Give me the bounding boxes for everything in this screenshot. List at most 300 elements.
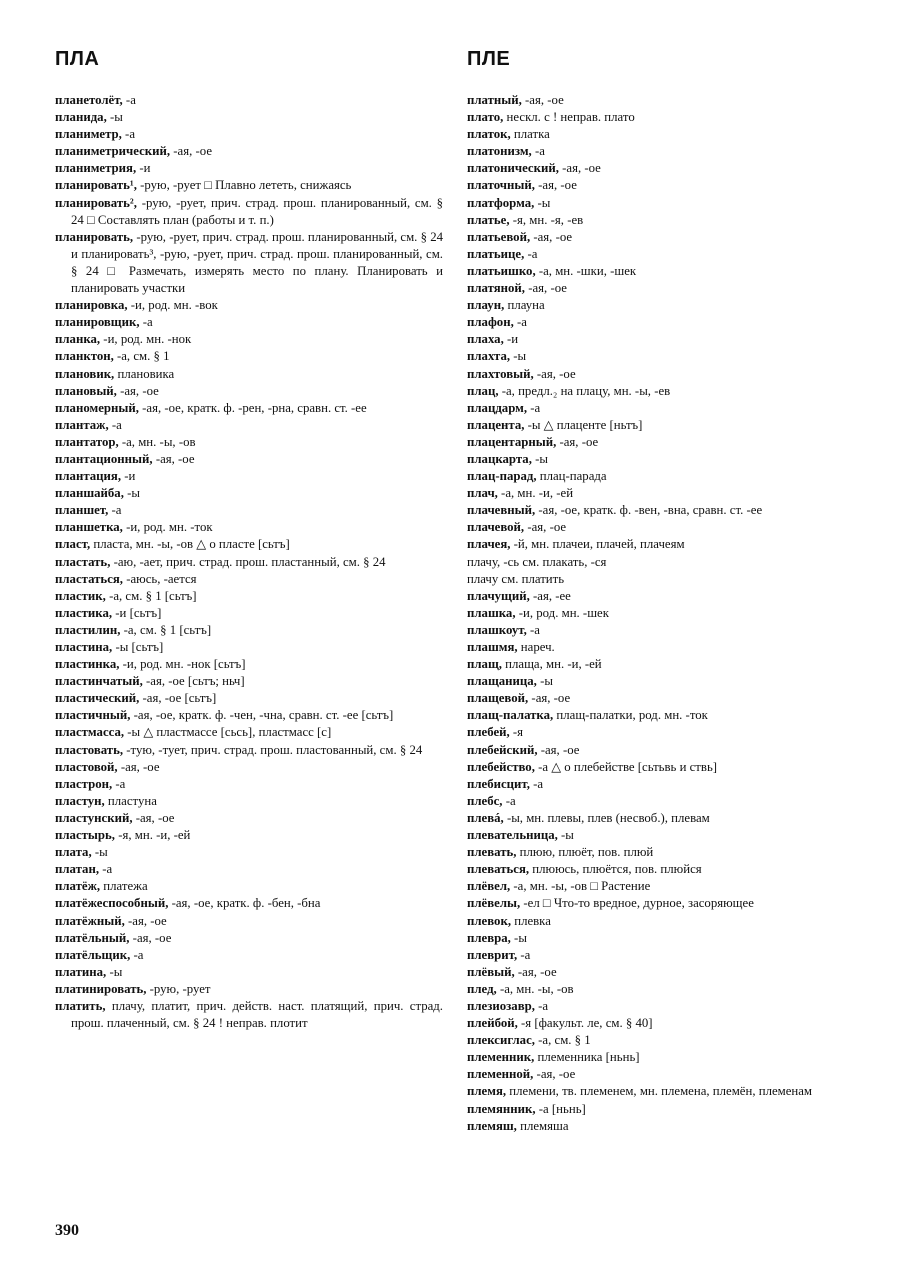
dictionary-entry — [467, 195, 855, 212]
dictionary-entry — [55, 964, 443, 981]
entry-body: -ая, -ее — [529, 588, 571, 603]
entry-body: -рую, -рует — [146, 981, 211, 996]
entry-headword: платёльщик, — [55, 947, 131, 962]
dictionary-entry — [467, 742, 855, 759]
dictionary-entry — [467, 622, 855, 639]
dictionary-entry — [467, 434, 855, 451]
entry-body: -и — [121, 469, 136, 484]
dictionary-entry — [55, 998, 443, 1032]
dictionary-entry — [467, 827, 855, 844]
entry-headword: платок, — [467, 127, 511, 142]
entry-headword: пластический, — [55, 691, 140, 706]
entry-headword: плексиглас, — [467, 1033, 535, 1048]
dictionary-entry — [55, 451, 443, 468]
dictionary-entry — [467, 998, 855, 1015]
dictionary-entry — [467, 331, 855, 348]
dictionary-entry — [55, 468, 443, 485]
entry-body: -и — [503, 332, 519, 347]
entry-headword: плахта, — [467, 349, 511, 364]
entry-headword: племенник, — [467, 1050, 535, 1065]
entry-body: -ая, -ое — [170, 144, 213, 159]
entry-headword: плач, — [467, 486, 498, 501]
entry-body: племени, тв. племенем, мн. племена, племён, племенам — [506, 1084, 813, 1099]
entry-body: -а △ о плебействе [сьтьвь и ствь] — [534, 759, 718, 774]
entry-body: -ая, -ое, кратк. ф. -рен, -рна, сравн. ст. -ее — [138, 400, 367, 415]
dictionary-entry — [467, 468, 855, 485]
entry-body: -ая, -ое, кратк. ф. -вен, -вна, сравн. ст. -ее — [535, 503, 763, 518]
entry-headword: платье, — [467, 212, 510, 227]
entry-headword: плачея, — [467, 537, 511, 552]
entry-body: -а, мн. -ы, -ов — [118, 434, 196, 449]
dictionary-entry — [467, 519, 855, 536]
entry-body: нареч. — [517, 640, 555, 654]
dictionary-entry — [467, 297, 855, 314]
dictionary-entry — [467, 690, 855, 707]
dictionary-entry — [467, 1066, 855, 1083]
entry-body: -и, род. мн. -нок — [100, 332, 192, 347]
entry-body: -ы — [510, 930, 527, 945]
dictionary-entry — [55, 143, 443, 160]
entry-headword: платан, — [55, 862, 100, 877]
entry-headword: пластичный, — [55, 708, 131, 723]
dictionary-entry — [55, 622, 443, 639]
entry-body: -и, род. мн. -вок — [127, 298, 218, 313]
entry-headword: плафон, — [467, 315, 514, 330]
dictionary-entry — [467, 246, 855, 263]
entry-body: -ы — [534, 195, 551, 210]
dictionary-entry — [467, 759, 855, 776]
entry-headword: плёвел, — [467, 879, 511, 894]
entry-body: -и, род. мн. -нок [сьтъ] — [119, 657, 246, 672]
entry-body: -ая, -ое — [116, 383, 159, 398]
entry-headword: пластовать, — [55, 742, 124, 757]
dictionary-entry — [55, 195, 443, 229]
dictionary-entry — [467, 366, 855, 383]
dictionary-entry — [467, 673, 855, 690]
entry-headword: плевательница, — [467, 828, 558, 843]
entry-headword: плата, — [55, 845, 92, 860]
entry-headword: плевá, — [467, 810, 504, 825]
entry-body: -а — [517, 947, 531, 962]
dictionary-entry — [55, 878, 443, 895]
entry-body: -а, мн. -ы, -ов — [496, 981, 574, 996]
entry-body: -ая, -ое — [534, 178, 577, 193]
entry-body: -ая, -ое — [537, 742, 580, 757]
entry-body: -ы, мн. плевы, плев (несвоб.), плевам — [503, 810, 710, 825]
entry-headword: планка, — [55, 332, 101, 347]
entry-body: -а — [524, 246, 538, 261]
dictionary-entry — [55, 519, 443, 536]
entry-headword: плантационный, — [55, 451, 153, 466]
entry-headword: плантация, — [55, 469, 122, 484]
entry-headword: платинировать, — [55, 981, 147, 996]
dictionary-entry — [467, 400, 855, 417]
entry-headword: плахтовый, — [467, 366, 534, 381]
dictionary-entry — [467, 92, 855, 109]
dictionary-entry — [467, 177, 855, 194]
entry-body: -ая, -ое — [533, 366, 576, 381]
entry-headword: пластрон, — [55, 776, 113, 791]
dictionary-entry — [55, 331, 443, 348]
entry-body: плачу, -сь см. плакать, -ся — [467, 554, 607, 569]
entry-body: плауна — [504, 298, 545, 313]
entry-body: -я, мн. -я, -ев — [509, 212, 584, 227]
entry-headword: планировать¹, — [55, 178, 137, 193]
entry-body: плаща, мн. -и, -ей — [501, 657, 602, 672]
dictionary-entry — [55, 177, 443, 194]
dictionary-entry — [55, 707, 443, 724]
entry-headword: платёжеспособный, — [55, 896, 169, 911]
entry-headword: плаун, — [467, 298, 505, 313]
dictionary-entry — [467, 554, 855, 571]
entry-headword: пластина, — [55, 640, 113, 654]
dictionary-entry — [467, 314, 855, 331]
dictionary-entry — [55, 314, 443, 331]
entry-body: племенника [ньнь] — [534, 1050, 640, 1065]
entry-headword: плевра, — [467, 930, 511, 945]
dictionary-entry — [467, 588, 855, 605]
entry-body: -а, см. § 1 [сьтъ] — [120, 622, 212, 637]
entry-body: -ая, -ое — [558, 161, 601, 176]
entry-headword: планшайба, — [55, 486, 124, 501]
entry-headword: плевок, — [467, 913, 512, 928]
dictionary-entry — [55, 126, 443, 143]
dictionary-entry — [55, 656, 443, 673]
entry-body: -а — [534, 998, 549, 1013]
entry-headword: плачущий, — [467, 588, 530, 603]
dictionary-entry — [467, 571, 855, 588]
entry-body: -а, см. § 1 — [113, 349, 170, 364]
entry-headword: пластинка, — [55, 657, 120, 672]
dictionary-entry — [467, 810, 855, 827]
dictionary-entry — [55, 160, 443, 177]
entry-headword: пластун, — [55, 793, 105, 808]
entry-body: -ая, -ое — [528, 691, 571, 706]
entry-headword: плеврит, — [467, 947, 518, 962]
entry-body: -ая, -ое — [530, 229, 573, 244]
running-head-right: ПЛЕ — [467, 48, 511, 70]
entry-headword: платяной, — [467, 281, 526, 296]
entry-body: -а — [526, 622, 540, 637]
entry-body: -ая, -ое — [556, 434, 599, 449]
entry-body: -й, мн. плачеи, плачей, плачеям — [510, 537, 685, 552]
entry-body: -а — [527, 400, 541, 415]
entry-body: плачу, платит, прич. действ. наст. платящий, прич. страд. прош. плаченный, см. § 24 ! неправ. плотит — [71, 998, 443, 1031]
entry-body: -ы △ плаценте [ньтъ] — [524, 417, 643, 432]
dictionary-entry — [467, 1049, 855, 1066]
entry-headword: пластырь, — [55, 828, 115, 843]
dictionary-entry — [467, 536, 855, 553]
dictionary-entry — [55, 827, 443, 844]
entry-body: -ы — [106, 964, 123, 979]
dictionary-entry — [467, 451, 855, 468]
entry-headword: платьице, — [467, 246, 525, 261]
entry-body: -а — [99, 862, 113, 877]
entry-headword: планетолёт, — [55, 93, 123, 107]
entry-headword: планиметрический, — [55, 144, 171, 159]
entry-body: -а, мн. -и, -ей — [497, 486, 574, 501]
entry-body: плевка — [511, 913, 551, 928]
entry-body: -ая, -ое — [117, 759, 160, 774]
entry-headword: племянник, — [467, 1101, 536, 1116]
dictionary-entry — [55, 297, 443, 314]
dictionary-entry — [55, 673, 443, 690]
dictionary-entry — [467, 126, 855, 143]
entry-headword: платформа, — [467, 195, 535, 210]
entry-body: -тую, -тует, прич. страд. прош. пластованный, см. § 24 — [123, 742, 423, 757]
entry-body: -рую, -рует, прич. страд. прош. планированный, см. § 24 и планировать³, -рую, -рует, прич. страд. прош. планированный, см. § 24 □ Размечать, измерять место по плану. Планировать и планировать участки — [71, 229, 443, 296]
entry-body: племяша — [516, 1118, 569, 1133]
entry-headword: плевать, — [467, 845, 517, 860]
dictionary-entry — [467, 964, 855, 981]
entry-headword: плащаница, — [467, 674, 537, 689]
dictionary-entry — [55, 348, 443, 365]
dictionary-entry — [467, 485, 855, 502]
entry-headword: плащ, — [467, 657, 502, 672]
dictionary-entry — [467, 707, 855, 724]
entry-body: -аю, -ает, прич. страд. прош. пластанный, см. § 24 — [110, 554, 386, 569]
entry-body: -ая, -ое — [129, 930, 172, 945]
dictionary-entry — [467, 1015, 855, 1032]
entry-body: -ы — [557, 828, 574, 843]
entry-body: -ая, -ое [сьтъ; ньч] — [142, 674, 245, 689]
entry-body: -ая, -ое — [132, 810, 175, 825]
dictionary-entry — [467, 229, 855, 246]
dictionary-entry — [467, 109, 855, 126]
entry-headword: плацкарта, — [467, 451, 532, 466]
entry-body: -а — [139, 315, 153, 330]
dictionary-entry — [467, 724, 855, 741]
entry-headword: планшетка, — [55, 520, 123, 535]
dictionary-entry — [55, 400, 443, 417]
entry-headword: плаха, — [467, 332, 504, 347]
dictionary-entry — [467, 348, 855, 365]
dictionary-entry — [55, 895, 443, 912]
entry-headword: плашмя, — [467, 640, 518, 654]
dictionary-entry — [55, 844, 443, 861]
dictionary-entry — [55, 930, 443, 947]
entry-body: платежа — [100, 879, 148, 894]
dictionary-entry — [55, 554, 443, 571]
entry-body: платка — [510, 127, 550, 142]
entry-body: -а — [529, 776, 544, 791]
dictionary-entry — [467, 639, 855, 656]
dictionary-entry — [55, 913, 443, 930]
left-column — [55, 92, 443, 1032]
dictionary-entry — [467, 1083, 855, 1100]
entry-body: нескл. с ! неправ. плато — [503, 110, 635, 125]
dictionary-entry — [467, 263, 855, 280]
dictionary-entry — [55, 947, 443, 964]
entry-body: -а — [108, 503, 122, 518]
dictionary-entry — [55, 810, 443, 827]
entry-headword: планировать, — [55, 229, 134, 244]
entry-headword: плато, — [467, 110, 504, 125]
entry-headword: плебейство, — [467, 759, 535, 774]
entry-body: -и — [136, 161, 151, 176]
entry-headword: плёвелы, — [467, 896, 521, 911]
entry-body: -ая, -ое — [521, 93, 564, 107]
entry-headword: пластилин, — [55, 622, 121, 637]
entry-body: -ая, -ое — [124, 913, 167, 928]
dictionary-entry — [55, 109, 443, 126]
entry-body: -рую, -рует □ Плавно лететь, снижаясь — [136, 178, 352, 193]
dictionary-entry — [55, 742, 443, 759]
entry-body: плановика — [114, 366, 175, 381]
entry-body: -ая, -ое — [525, 281, 567, 296]
dictionary-entry — [55, 759, 443, 776]
entry-headword: пластать, — [55, 554, 111, 569]
entry-body: пластуна — [104, 793, 157, 808]
entry-body: -я [факульт. ле, см. § 40] — [517, 1016, 653, 1031]
dictionary-entry — [467, 280, 855, 297]
entry-headword: пластунский, — [55, 810, 133, 825]
dictionary-entry — [467, 1118, 855, 1135]
entry-body: -рую, -рует, прич. страд. прош. планированный, см. § 24 □ Составлять план (работы и т. п.) — [71, 195, 443, 227]
entry-headword: плейбой, — [467, 1016, 518, 1031]
entry-headword: племя, — [467, 1084, 507, 1099]
entry-body: -ы △ пластмассе [сьсь], пластмасс [с] — [124, 725, 332, 740]
entry-headword: плёвый, — [467, 964, 515, 979]
entry-headword: плеваться, — [467, 862, 530, 877]
entry-headword: платонический, — [467, 161, 559, 176]
entry-headword: плантатор, — [55, 434, 119, 449]
dictionary-entry — [467, 656, 855, 673]
entry-headword: планида, — [55, 110, 107, 125]
dictionary-entry — [55, 92, 443, 109]
entry-headword: пластинчатый, — [55, 674, 143, 689]
entry-headword: платный, — [467, 93, 522, 107]
dictionary-entry — [55, 690, 443, 707]
entry-headword: пластаться, — [55, 571, 123, 586]
entry-headword: плацента, — [467, 417, 525, 432]
entry-body: -ы — [536, 674, 553, 689]
entry-body: -ел □ Что-то вредное, дурное, засоряющее — [520, 896, 754, 911]
entry-body: плац-парада — [536, 469, 607, 484]
entry-headword: платьевой, — [467, 229, 531, 244]
dictionary-entry — [55, 571, 443, 588]
entry-headword: плезиозавр, — [467, 998, 535, 1013]
dictionary-entry — [467, 143, 855, 160]
dictionary-entry — [467, 981, 855, 998]
dictionary-entry — [467, 793, 855, 810]
entry-body: -а — [531, 144, 545, 159]
entry-headword: планиметрия, — [55, 161, 137, 176]
entry-headword: плебс, — [467, 793, 503, 808]
dictionary-entry — [467, 861, 855, 878]
entry-headword: платьишко, — [467, 263, 536, 278]
dictionary-entry — [55, 229, 443, 297]
entry-body: плачу см. платить — [467, 571, 565, 586]
entry-body: -а — [513, 315, 527, 330]
entry-body: плююсь, плюётся, пов. плюйся — [529, 862, 702, 877]
running-head-left: ПЛА — [55, 48, 100, 70]
dictionary-entry — [55, 776, 443, 793]
entry-body: -а — [122, 93, 136, 107]
entry-headword: плашкоут, — [467, 622, 527, 637]
dictionary-entry — [55, 981, 443, 998]
dictionary-entry — [55, 502, 443, 519]
entry-headword: платёльный, — [55, 930, 130, 945]
entry-headword: платина, — [55, 964, 107, 979]
entry-headword: платить, — [55, 998, 106, 1013]
entry-body: -ая, -ое — [524, 520, 567, 535]
entry-body: -ая, -ое — [533, 1067, 576, 1082]
entry-headword: плащ-палатка, — [467, 708, 554, 723]
entry-body: плащ-палатки, род. мн. -ток — [553, 708, 708, 723]
entry-headword: планировщик, — [55, 315, 140, 330]
entry-body: -а, см. § 1 [сьтъ] — [105, 588, 197, 603]
dictionary-entry — [467, 930, 855, 947]
dictionary-entry — [55, 588, 443, 605]
dictionary-entry — [467, 895, 855, 912]
entry-headword: платочный, — [467, 178, 535, 193]
dictionary-entry — [467, 1032, 855, 1049]
entry-body: -ая, -ое — [514, 964, 557, 979]
entry-body: -и [сьтъ] — [112, 605, 162, 620]
dictionary-entry — [467, 947, 855, 964]
entry-body: -ая, -ое — [152, 451, 195, 466]
entry-body: -ы — [531, 451, 548, 466]
dictionary-entry — [467, 212, 855, 229]
entry-headword: платонизм, — [467, 144, 532, 159]
dictionary-entry — [55, 383, 443, 400]
dictionary-entry — [55, 485, 443, 502]
entry-headword: планомерный, — [55, 400, 139, 415]
entry-body: -ы — [91, 845, 108, 860]
entry-headword: плантаж, — [55, 417, 109, 432]
entry-headword: планктон, — [55, 349, 114, 364]
entry-headword: племяш, — [467, 1118, 517, 1133]
dictionary-entry — [467, 502, 855, 519]
dictionary-entry — [467, 878, 855, 895]
entry-headword: пластмасса, — [55, 725, 125, 740]
entry-body: -а, мн. -ы, -ов □ Растение — [510, 879, 651, 894]
entry-headword: планиметр, — [55, 127, 122, 142]
entry-headword: плащевой, — [467, 691, 529, 706]
dictionary-entry — [467, 160, 855, 177]
entry-body: -я — [509, 725, 524, 740]
entry-headword: плебей, — [467, 725, 510, 740]
entry-body: -а — [130, 947, 144, 962]
entry-body: -а — [121, 127, 135, 142]
dictionary-entry — [467, 913, 855, 930]
entry-headword: плацдарм, — [467, 400, 528, 415]
entry-headword: племенной, — [467, 1067, 534, 1082]
entry-body: -ы — [123, 486, 140, 501]
entry-body: -а, предл.₂ на плацу, мн. -ы, -ев — [498, 383, 671, 398]
entry-headword: плановик, — [55, 366, 115, 381]
dictionary-entry — [55, 861, 443, 878]
entry-body: -и, род. мн. -шек — [515, 605, 609, 620]
entry-headword: планировать², — [55, 195, 137, 210]
entry-body: -а, мн. -шки, -шек — [535, 263, 637, 278]
entry-body: -ы — [510, 349, 527, 364]
dictionary-entry — [55, 417, 443, 434]
dictionary-entry — [55, 536, 443, 553]
entry-body: -аюсь, -ается — [123, 571, 197, 586]
entry-body: -ая, -ое [сьтъ] — [139, 691, 217, 706]
entry-headword: плачевный, — [467, 503, 536, 518]
dictionary-entry — [55, 724, 443, 741]
entry-headword: плебейский, — [467, 742, 538, 757]
entry-headword: планировка, — [55, 298, 128, 313]
entry-body: -а — [502, 793, 516, 808]
dictionary-entry — [467, 776, 855, 793]
entry-headword: плац, — [467, 383, 499, 398]
entry-headword: плашка, — [467, 605, 516, 620]
entry-headword: пластика, — [55, 605, 113, 620]
